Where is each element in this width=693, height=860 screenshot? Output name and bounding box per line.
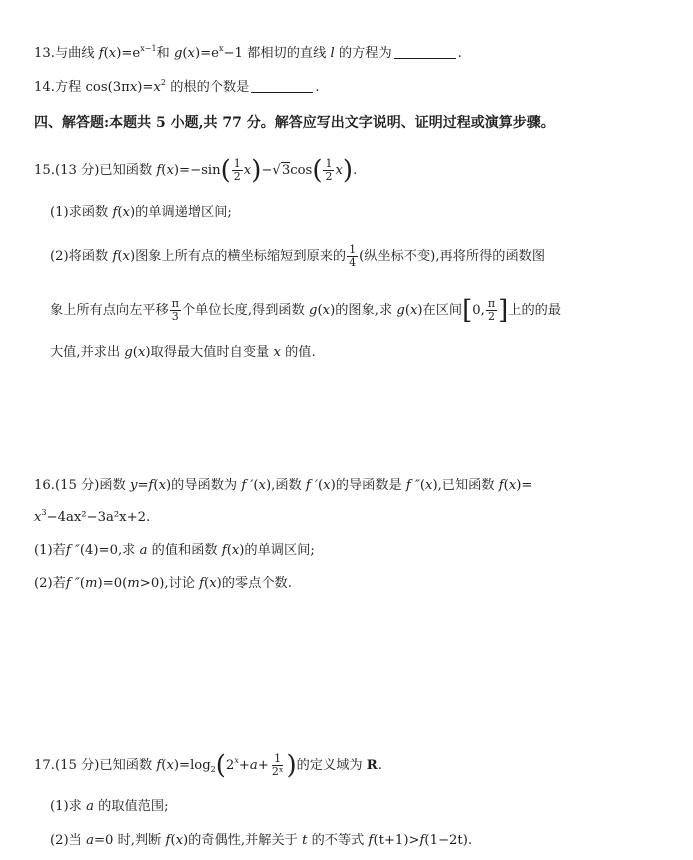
q17-part-2: (2)当 a=0 时,判断 f(x)的奇偶性,并解关于 t 的不等式 f(t+1)>f(1−2t). xyxy=(50,833,473,848)
section-heading: 四、解答题:本题共 5 小题,共 77 分。解答应写出文字说明、证明过程或演算步骤。 xyxy=(34,115,555,131)
q16-line-2: $x^3-4ax^2-3a^2x+2$. xyxy=(34,508,151,525)
q15-fraction-quarter: $\frac{1}{4}$ xyxy=(349,243,357,269)
q17-fraction: $\frac{1}{\text{2ˣ}}$ xyxy=(271,752,284,778)
q15-fraction-2: $\frac{1}{2}$ xyxy=(325,157,333,183)
q15-fraction-1: $\frac{1}{2}$ xyxy=(233,157,241,183)
q15-part-2-cont: 象上所有点向左平移 $\frac{\pi}{3}$ 个单位长度,得到函数 g(x)的图象,求 g(x)在区间[0, $\frac{\pi}{2}$ ]上的的最 xyxy=(50,295,562,326)
q14-answer-blank xyxy=(251,79,313,93)
q16-part-1: (1)若f ″(4)=0,求 a 的值和函数 f(x)的单调区间; xyxy=(34,543,315,558)
question-13: 13.与曲线 $f(x)=e^{x-1}$和 $g(x)=e^x-1$ 都相切的直线 l 的方程为 . xyxy=(34,44,462,61)
question-16: 16.(15 分)函数 y=f(x)的导函数为 f ′(x),函数 f ′(x)的导函数是 f ″(x),已知函数 f(x)= xyxy=(34,478,533,493)
q15-part-1: (1)求函数 f(x)的单调递增区间; xyxy=(50,205,232,220)
q17-part-1: (1)求 a 的取值范围; xyxy=(50,799,169,814)
q15-part-2: (2)将函数 f(x)图象上所有点的横坐标缩短到原来的 $\frac{1}{4}$ (纵坐标不变),再将所得的函数图 xyxy=(50,243,546,269)
q13-lead: 13.与曲线 xyxy=(34,46,95,61)
q13-answer-blank xyxy=(394,45,456,59)
q16-part-2: (2)若f ″(m)=0(m>0),讨论 f(x)的零点个数. xyxy=(34,576,292,591)
question-15: 15.(13 分)已知函数 f(x)=−sin( $\frac{1}{2}$ x)−√3cos( $\frac{1}{2}$ x). xyxy=(34,155,358,186)
q15-fraction-pi-2: $\frac{\pi}{2}$ xyxy=(487,297,496,323)
q13-exponent-1: x−1 xyxy=(140,44,157,53)
question-17: 17.(15 分)已知函数 $f(x)=\log_2(2^x+a+$ $\frac{1}{\text{2ˣ}}$ )的定义域为 R. xyxy=(34,750,382,781)
q15-part-2-end: 大值,并求出 g(x)取得最大值时自变量 x 的值. xyxy=(50,345,316,360)
question-14: 14.方程 $\cos(3\pi x)=x^2$ 的根的个数是 . xyxy=(34,78,320,95)
q15-fraction-pi-3: $\frac{\pi}{3}$ xyxy=(171,297,179,323)
q13-f: f xyxy=(98,46,104,61)
